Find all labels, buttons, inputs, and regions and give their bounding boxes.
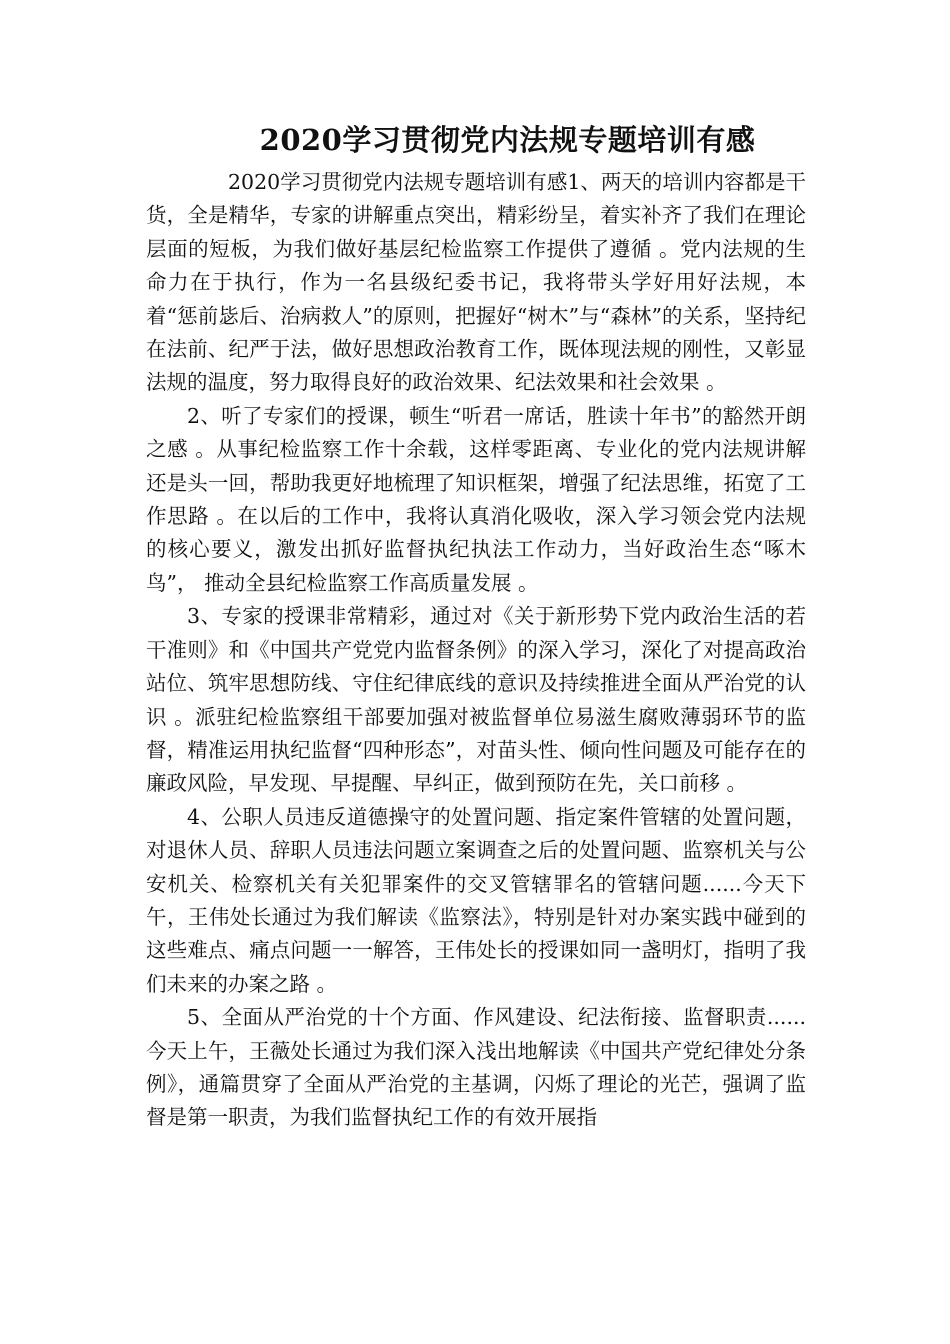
paragraph-5: 5、全面从严治党的十个方面、作风建设、纪法衔接、监督职责......今天上午，王薇处长通过为我们深入浅出地解读《中国共产党纪律处分条例》，通篇贯穿了全面从严治党的主基调，闪烁了理论的光芒，强调了监督是第一职责，为我们监督执纪工作的有效开展指	[146, 1005, 806, 1130]
paragraph-3: 3、专家的授课非常精彩，通过对《关于新形势下党内政治生活的若干准则》和《中国共产党党内监督条例》的深入学习，深化了对提高政治站位、筑牢思想防线、守住纪律底线的意识及持续推进全面从严治党的认识 。派驻纪检监察组干部要加强对被监督单位易滋生腐败薄弱环节的监督，精准运用执纪监督“四种形态”，对苗头性、倾向性问题及可能存在的廉政风险，早发现、早提醒、早纠正，做到预防在先，关口前移 。	[146, 604, 806, 796]
paragraph-2: 2、听了专家们的授课，顿生“听君一席话，胜读十年书”的豁然开朗之感 。从事纪检监察工作十余载，这样零距离、专业化的党内法规讲解还是头一回，帮助我更好地梳理了知识框架，增强了纪法思维，拓宽了工作思路 。在以后的工作中，我将认真消化吸收，深入学习领会党内法规的核心要义，激发出抓好监督执纪执法工作动力，当好政治生态“啄木鸟”， 推动全县纪检监察工作高质量发展 。	[146, 403, 806, 595]
paragraph-1: 2020学习贯彻党内法规专题培训有感1、两天的培训内容都是干货，全是精华，专家的讲解重点突出，精彩纷呈，着实补齐了我们在理论层面的短板，为我们做好基层纪检监察工作提供了遵循 。党内法规的生命力在于执行，作为一名县级纪委书记，我将带头学好用好法规，本着“惩前毖后、治病救人”的原则，把握好“树木”与“森林”的关系，坚持纪在法前、纪严于法，做好思想政治教育工作，既体现法规的刚性，又彰显法规的温度，努力取得良好的政治效果、纪法效果和社会效果 。	[146, 170, 806, 395]
paragraph-4: 4、公职人员违反道德操守的处置问题、指定案件管辖的处置问题，对退休人员、辞职人员违法问题立案调查之后的处置问题、监察机关与公安机关、检察机关有关犯罪案件的交叉管辖罪名的管辖问题......今天下午，王伟处长通过为我们解读《监察法》，特别是针对办案实践中碰到的这些难点、痛点问题一一解答，王伟处长的授课如同一盏明灯，指明了我们未来的办案之路 。	[146, 804, 806, 996]
document-title: 2020学习贯彻党内法规专题培训有感	[259, 123, 756, 157]
document-body	[146, 166, 806, 1135]
